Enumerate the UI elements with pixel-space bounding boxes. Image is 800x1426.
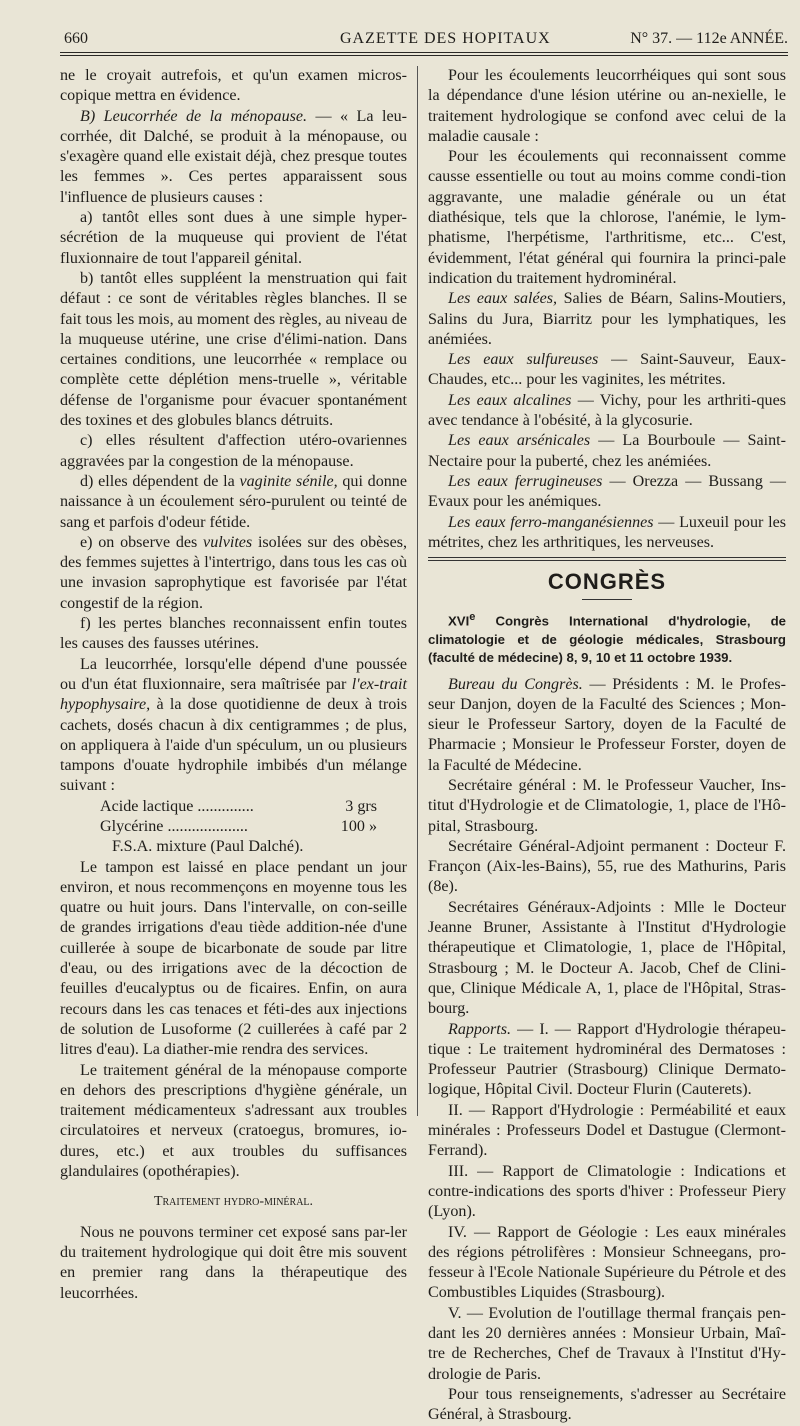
issue-number: N° 37. — 112e ANNÉE. [630,30,788,47]
paragraph: Pour les écoulements qui reconnaissent comme causse essentielle ou tout au moins comme condi-tion aggravante, une maladie générale ou un état diathésique, tels que la chlorose, l'anémie, le lym-phatisme, l'herpétisme, l'arthritisme, etc... C'est, évidemment, l'état général qui fournira la princi-pale indication du traitement hydrominéral. [428,148,786,287]
right-column [428,66,786,1426]
left-column [60,66,407,1304]
paragraph: c) elles résultent d'affection utéro-ovariennes aggravées par la congestion de la ménopause. [60,432,407,470]
section-divider [428,557,786,561]
paragraph: e) on observe des vulvites isolées sur des obèses, des femmes sujettes à l'intertrigo, dans tous les cas où une invasion saprophytique est favorisée par l'état congestif de la région. [60,533,407,612]
paragraph: Bureau du Congrès. — Présidents : M. le Profes-seur Danjon, doyen de la Faculté des Sciences ; Mon-sieur le Professeur Sartory, doyen de la Faculté de Pharmacie ; Monsieur le Professeur Forster, doyen de la Faculté de Médecine. [428,675,786,774]
paragraph: II. — Rapport d'Hydrologie : Perméabilité et eaux minérales : Professeurs Dodel et Dastugue (Clermont-Ferrand). [428,1101,786,1160]
paragraph: Les eaux salées, Salies de Béarn, Salins-Moutiers, Salins du Jura, Biarritz pour les lymphatiques, les anémiées. [428,290,786,348]
paragraph: Secrétaire général : M. le Professeur Vaucher, Ins-titut d'Hydrologie et de Climatologie, 1, place de l'Hô-pital, Strasbourg. [428,777,786,835]
paragraph: Les eaux sulfureuses — Saint-Sauveur, Eaux-Chaudes, etc... pour les vaginites, les métrites. [428,351,787,389]
paragraph: Les eaux arsénicales — La Bourboule — Saint-Nectaire pour la puberté, chez les anémiées. [428,432,786,470]
paragraph: ne le croyait autrefois, et qu'un examen micros-copique mettra en évidence. [60,67,407,105]
congress-subtitle: XVIe Congrès International d'hydrologie, de climatologie et de géologie médicales, Strasbourg (faculté de médecine) 8, 9, 10 et 11 octobre 1939. [428,611,786,665]
header-rule [60,52,788,53]
congres-heading: CONGRÈS [547,569,667,595]
section-heading: Traitement hydro-minéral. [153,1194,314,1210]
header-rule-thin [60,55,788,56]
journal-title: GAZETTE DES HOPITAUX [340,30,551,47]
paragraph: Pour tous renseignements, s'adresser au Secrétaire Général, à Strasbourg. [428,1385,786,1424]
column-separator [417,66,418,1116]
paragraph: V. — Evolution de l'outillage thermal français pen-dant les 20 dernières années : Monsieur Urbain, Maî-tre de Recherches, Chef de Travaux à l'Institut d'Hy-drologie de Paris. [428,1304,786,1383]
paragraph: Pour les écoulements leucorrhéiques qui sont sous la dépendance d'une lésion utérine ou an-nexielle, le traitement hydrologique se confond avec celui de la maladie causale : [428,67,786,145]
subsection-title: B) Leucorrhée de la ménopause. [80,107,308,125]
paragraph: Les eaux alcalines — Vichy, pour les arthriti-ques avec tendance à l'obésité, à la glycosurie. [428,391,786,430]
paragraph: IV. — Rapport de Géologie : Les eaux minérales des régions pétrolifères : Monsieur Schneegans, pro-fesseur à l'Ecole Nationale Supérieure du Pétrole et des Combustibles Liquides (Strasbourg). [428,1223,786,1302]
paragraph: Le tampon est laissé en place pendant un jour environ, et nous recommençons en moyenne tous les quatre ou huit jours. Dans l'intervalle, on con-seille de grandes irrigations d'eau tiède addition-née d'une cuillerée à soupe de bicarbonate de soude par litre d'eau, ou des irrigations avec de la décoction de feuilles d'eucalyptus ou de ficaires. Enfin, on aura recours dans les cas tenaces et féti-des aux injections de solution de Lusoforme (2 cuillerées à café par 2 litres d'eau). La diather-mie rendra des services. [60,858,407,1059]
paragraph: f) les pertes blanches reconnaissent enfin toutes les causes des fausses utérines. [60,615,407,653]
heading-underline [582,599,632,600]
prescription-line: Glycérine .................... 100 » [100,817,377,835]
prescription-line: Acide lactique .............. 3 grs [100,797,377,815]
paragraph: d) elles dépendent de la vaginite sénile, qui donne naissance à un écoulement séro-purulent ou teinté de sang et parfois d'odeur fétide. [60,472,407,531]
paragraph: Les eaux ferrugineuses — Orezza — Bussang — Evaux pour les anémiques. [428,472,787,511]
prescription-note: F.S.A. mixture (Paul Dalché). [112,838,304,856]
paragraph: a) tantôt elles sont dues à une simple hyper-sécrétion de la muqueuse qui provient de l'état fluxionnaire de tout l'appareil génital. [60,209,407,267]
paragraph: B) Leucorrhée de la ménopause. — « La leu-corrhée, dit Dalché, se produit à la ménopause, ou s'exagère quand elle existait déjà, chez presque toutes les femmes ». Ces pertes apparaissent sous l'influence de plusieurs causes : [60,107,407,206]
paragraph: b) tantôt elles suppléent la menstruation qui fait défaut : ce sont de véritables règles blanches. Il se fait tous les mois, au moment des règles, au niveau de la muqueuse utérine, une crise d'élimi-nation. Dans certaines conditions, une leucorrhée « remplace ou complète cette déplétion mens-truelle », véritable défense de l'organisme pour évacuer spontanément des toxines et des globules blancs détruits. [60,269,407,430]
paragraph: La leucorrhée, lorsqu'elle dépend d'une poussée ou d'un état fluxionnaire, sera maîtrisée par l'ex-trait hypophysaire, à la dose quotidienne de deux à trois cachets, dosés chacun à dix centigrammes ; de plus, on appliquera à l'aide d'un spéculum, un ou plusieurs tampons d'ouate hydrophile imbibés d'un mélange suivant : [60,655,407,795]
paragraph: Secrétaire Général-Adjoint permanent : Docteur F. Françon (Aix-les-Bains), 55, rue des Mathurins, Paris (8e). [428,837,786,896]
paragraph: Secrétaires Généraux-Adjoints : Mlle le Docteur Jeanne Bruner, Assistante à l'Institut d'Hydrologie thérapeutique et Climatologie, 1, place de l'Hôpital, Strasbourg ; M. le Docteur A. Jacob, Chef de Clini-que, Clinique Médicale A, 1, place de l'Hôpital, Stras-bourg. [428,898,786,1018]
page-number: 660 [64,30,88,47]
paragraph: Rapports. — I. — Rapport d'Hydrologie thérapeu-tique : Le traitement hydrominéral des Dermatoses : Professeur Pautrier (Strasbourg) Clinique Dermato-logique, Hôpital Civil. Docteur Flurin (Cauterets). [428,1020,786,1099]
paragraph: III. — Rapport de Climatologie : Indications et contre-indications des sports d'hiver : Professeur Piery (Lyon). [428,1162,786,1221]
page-header [60,24,788,50]
paragraph: Nous ne pouvons terminer cet exposé sans par-ler du traitement hydrologique qui doit être mis souvent en premier rang dans la thérapeutique des leucorrhées. [60,1223,407,1302]
paragraph: Les eaux ferro-manganésiennes — Luxeuil pour les métrites, chez les arthritiques, les nerveuses. [428,513,786,551]
paragraph: Le traitement général de la ménopause comporte en dehors des prescriptions d'hygiène générale, un traitement médicamenteux s'adressant aux troubles circulatoires et nerveux (cratoegus, bromures, io-dures, etc.) et aux troubles du suffisances glandulaires (opothérapies). [60,1061,407,1181]
